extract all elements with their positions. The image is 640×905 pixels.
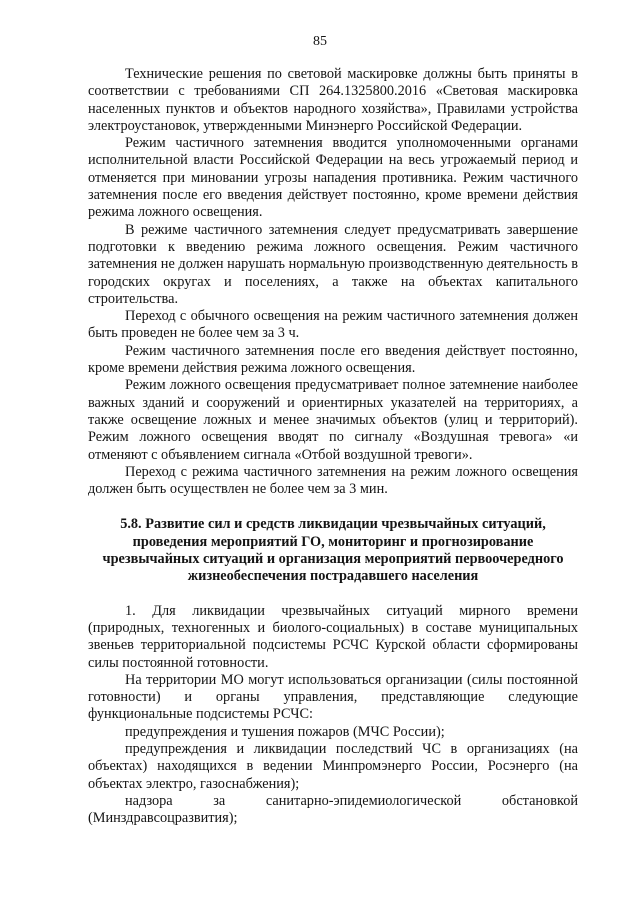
section-heading-line: 5.8. Развитие сил и средств ликвидации чрезвычайных ситуаций, xyxy=(120,516,546,533)
page-number: 85 xyxy=(313,34,327,49)
paragraph-light-masking-requirements: Технические решения по световой маскировке должны быть приняты в соответствии с требованиями СП 264.1325800.2016 «Световая маскировка населенных пунктов и объектов народного хозяйства», Правилами устройства электроустановок, утвержденными Минэнерго Российской Федерации. xyxy=(88,66,578,134)
section-heading-line: чрезвычайных ситуаций и организация мероприятий первоочередного xyxy=(102,551,564,568)
list-item-sanitary-supervision: надзора за санитарно-эпидемиологической обстановкой (Минздравсоцразвития); xyxy=(88,792,578,827)
paragraph-functional-subsystems: На территории МО могут использоваться организации (силы постоянной готовности) и органы управления, представляющие следующие функциональные подсистемы РСЧС: xyxy=(88,671,578,723)
paragraph-partial-blackout-duration: Режим частичного затемнения после его введения действует постоянно, кроме времени действия режима ложного освещения. xyxy=(88,342,578,377)
section-heading-line: жизнеобеспечения пострадавшего населения xyxy=(187,568,479,585)
paragraph-transition-to-partial-blackout: Переход с обычного освещения на режим частичного затемнения должен быть проведен не более чем за 3 ч. xyxy=(88,308,578,342)
paragraph-transition-to-false-lighting: Переход с режима частичного затемнения на режим ложного освещения должен быть осуществлен не более чем за 3 мин. xyxy=(88,463,578,498)
paragraph-emergency-forces: 1. Для ликвидации чрезвычайных ситуаций мирного времени (природных, техногенных и биолого-социальных) в составе муниципальных звеньев территориальной подсистемы РСЧС Курской области сформированы силы постоянной готовности. xyxy=(88,602,578,671)
paragraph-partial-blackout-introduction: Режим частичного затемнения вводится уполномоченными органами исполнительной власти Российской Федерации на весь угрожаемый период и отменяется при миновании угрозы нападения противника. Режим частичного затемнения после его введения действует постоянно, кроме времени действия режима ложного освещения. xyxy=(88,135,578,221)
section-heading-line: проведения мероприятий ГО, мониторинг и прогнозирование xyxy=(132,533,534,550)
paragraph-false-lighting-mode: Режим ложного освещения предусматривает полное затемнение наиболее важных зданий и сооружений и ориентирных указателей на территориях, а также освещение ложных и менее значимых объектов (улиц и территорий). Режим ложного освещения вводят по сигналу «Воздушная тревога» «и отменяют с объявлением сигнала «Отбой воздушной тревоги». xyxy=(88,377,578,463)
section-heading-5-8 xyxy=(88,516,578,585)
page-content xyxy=(88,66,578,827)
list-item-fire-prevention: предупреждения и тушения пожаров (МЧС России); xyxy=(125,723,445,740)
paragraph-partial-blackout-preparation: В режиме частичного затемнения следует предусматривать завершение подготовки к введению режима ложного освещения. Режим частичного затемнения не должен нарушать нормальную производственную деятельность в городских округах и поселениях, а также на объектах капитального строительства. xyxy=(88,221,578,307)
list-item-emergency-prevention-organizations: предупреждения и ликвидации последствий ЧС в организациях (на объектах) находящихся в ведении Минпромэнерго России, Росэнерго (на объектах электро, газоснабжения); xyxy=(88,740,578,792)
